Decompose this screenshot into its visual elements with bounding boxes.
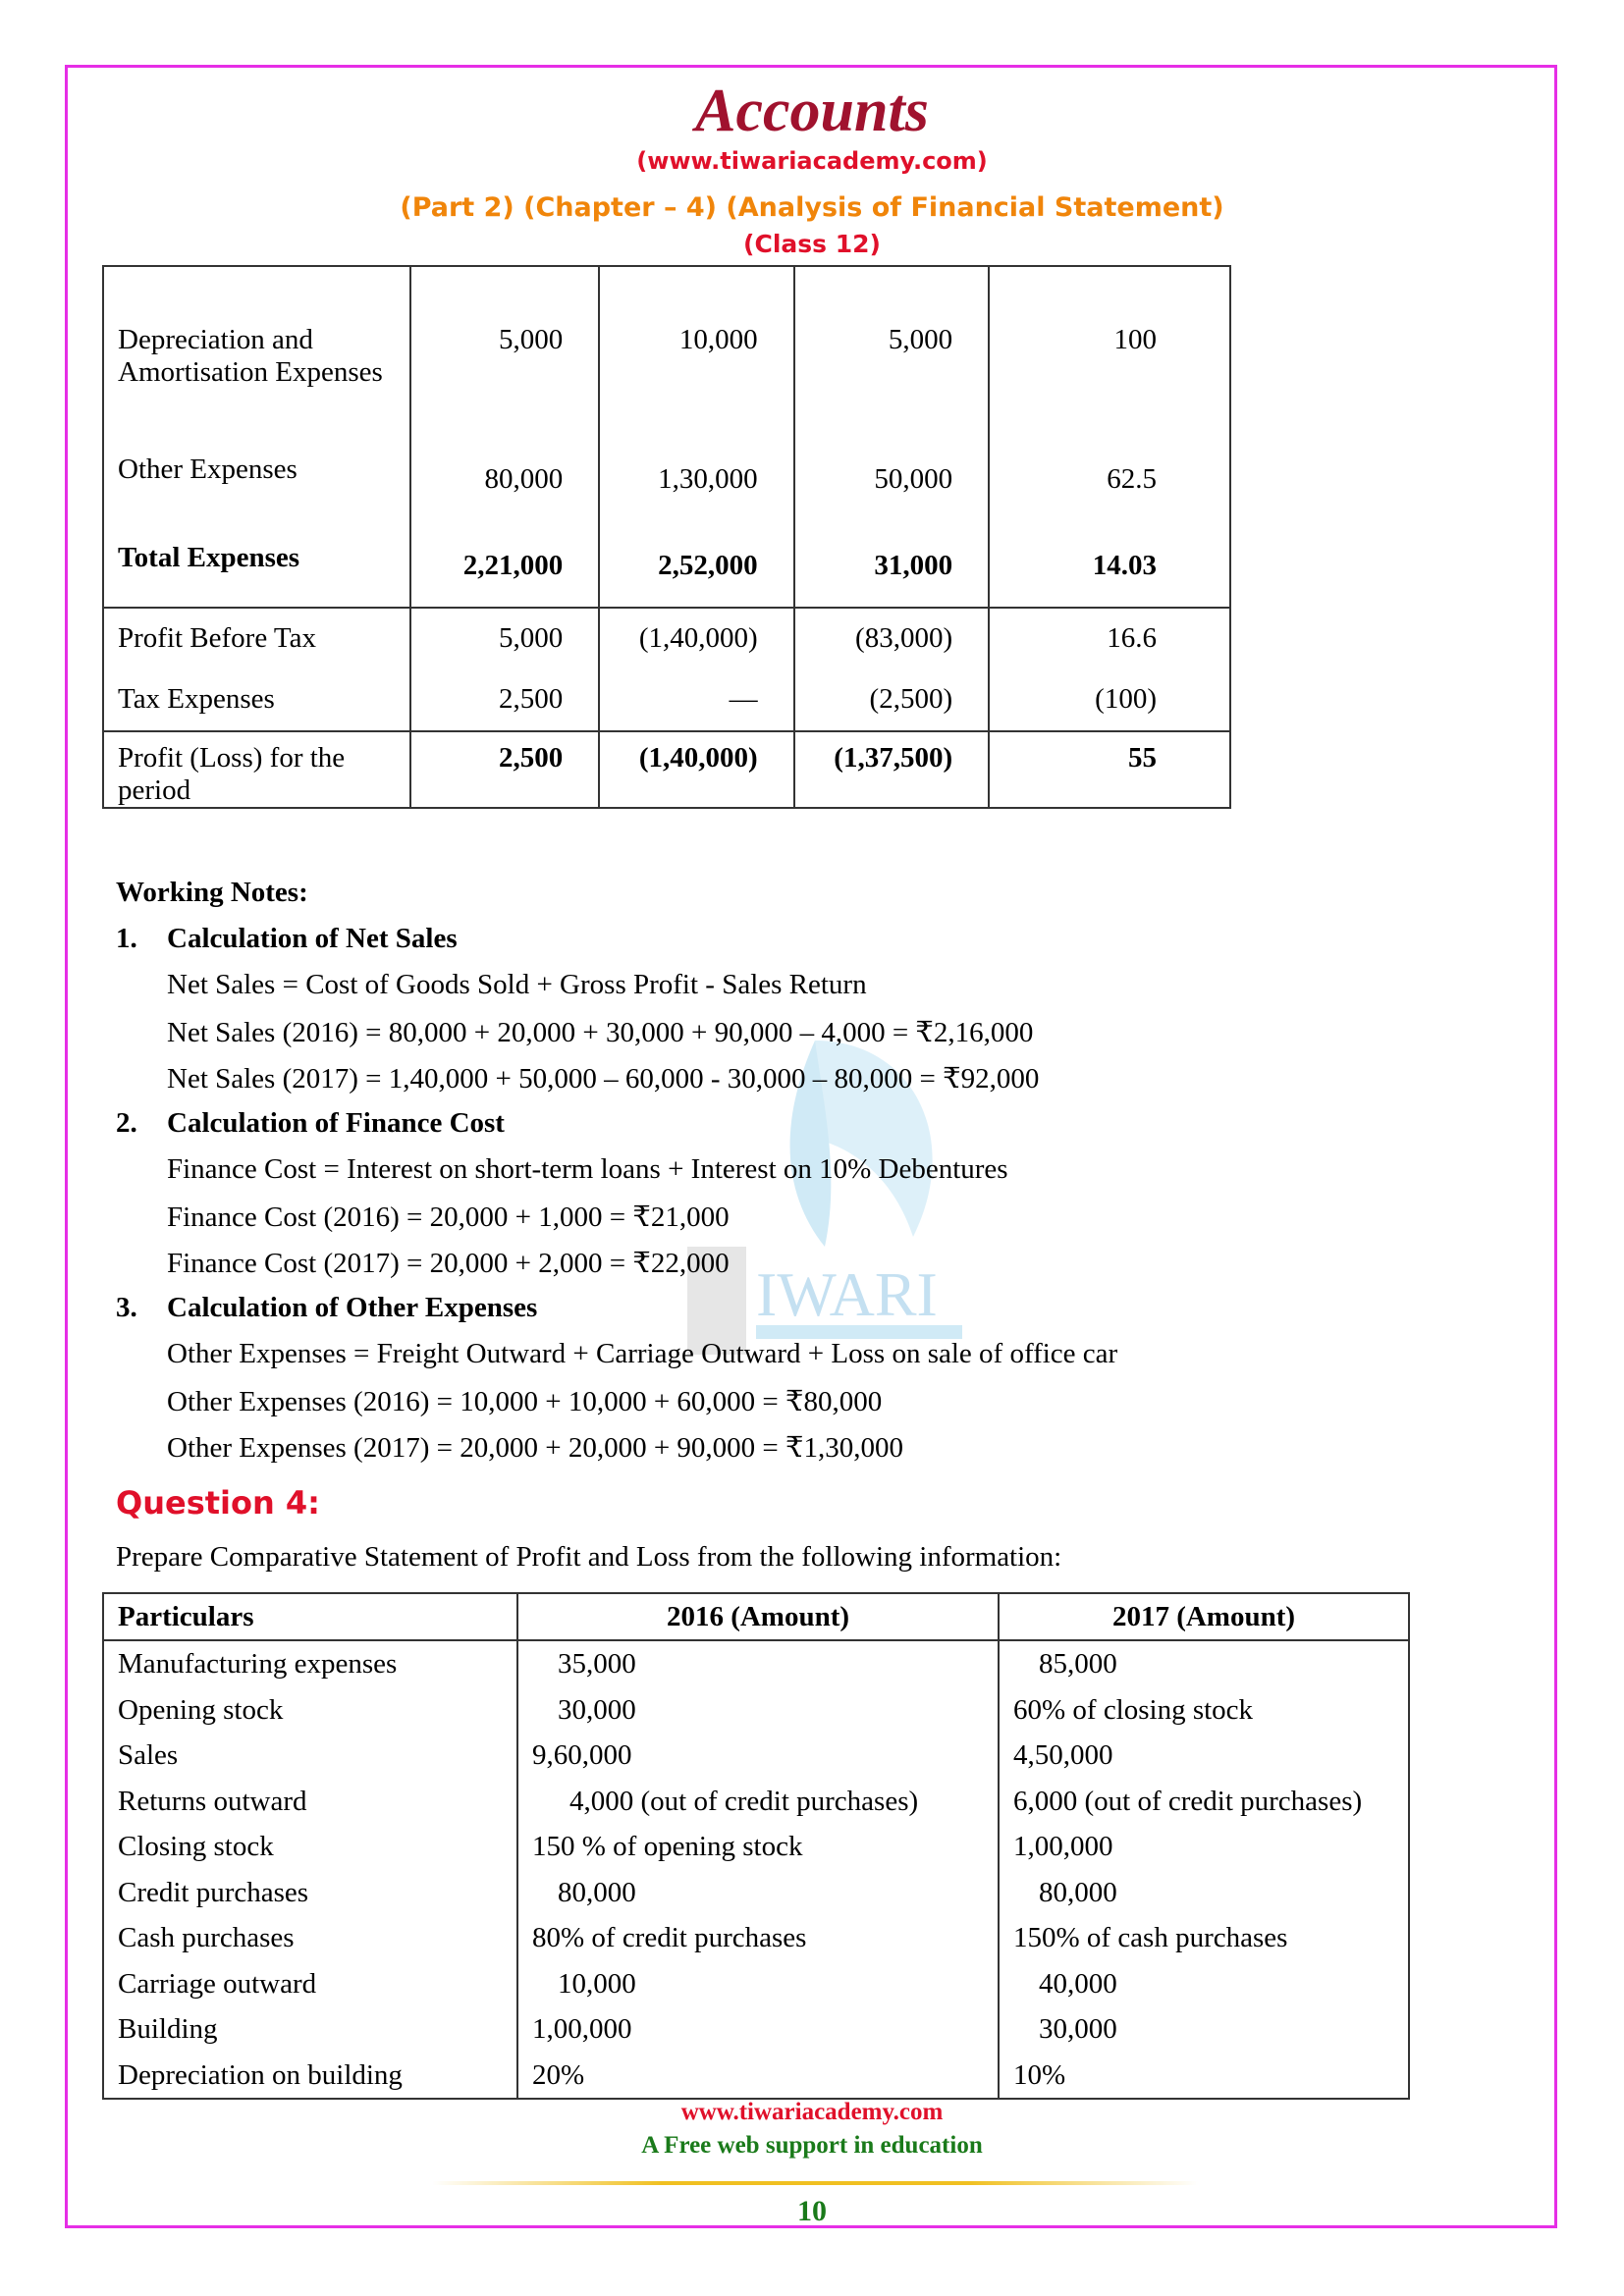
note-line: Net Sales (2016) = 80,000 + 20,000 + 30,000 + 90,000 – 4,000 = ₹2,16,000 [167, 1017, 1034, 1048]
table-row [103, 2053, 1409, 2100]
table-cell: (100) [989, 683, 1230, 731]
table-cell: 30,000 [517, 1687, 999, 1734]
note-number: 2. [116, 1107, 137, 1139]
row-label: Opening stock [103, 1687, 517, 1734]
note-line: Finance Cost (2016) = 20,000 + 1,000 = ₹21,000 [167, 1201, 730, 1233]
note-line: Net Sales = Cost of Goods Sold + Gross Profit - Sales Return [167, 969, 867, 1000]
table-cell: 60% of closing stock [999, 1687, 1409, 1734]
table-cell: 20% [517, 2053, 999, 2100]
table-row [103, 1915, 1409, 1961]
table-cell: 100 [989, 266, 1230, 454]
table-cell: 150 % of opening stock [517, 1824, 999, 1870]
row-label: Depreciation on building [103, 2053, 517, 2100]
note-title: Calculation of Net Sales [167, 923, 458, 954]
question-data-table [102, 1592, 1410, 2100]
table-row [103, 1687, 1409, 1734]
table-row [103, 1779, 1409, 1825]
table-cell: 5,000 [410, 266, 600, 454]
table-cell: 10% [999, 2053, 1409, 2100]
table-cell: 30,000 [999, 2006, 1409, 2053]
note-title: Calculation of Other Expenses [167, 1292, 538, 1323]
working-notes-heading: Working Notes: [116, 877, 308, 908]
table-cell: 10,000 [517, 1961, 999, 2007]
table-row [103, 1640, 1409, 1687]
row-label: Building [103, 2006, 517, 2053]
note-number: 1. [116, 923, 137, 954]
table-cell: (1,37,500) [794, 731, 989, 808]
row-label: Profit (Loss) for the period [103, 731, 410, 808]
note-line: Finance Cost = Interest on short-term loans + Interest on 10% Debentures [167, 1153, 1008, 1185]
table-cell: 5,000 [794, 266, 989, 454]
table-cell: 9,60,000 [517, 1733, 999, 1779]
watermark-text: IWARI [756, 1259, 938, 1329]
chapter-subtitle: (Part 2) (Chapter – 4) (Analysis of Financial Statement) [400, 192, 1224, 223]
table-row [103, 608, 1230, 683]
footer-site-link[interactable]: www.tiwariacademy.com [680, 2099, 944, 2125]
page-number: 10 [797, 2195, 827, 2227]
table-cell: (2,500) [794, 683, 989, 731]
question-text: Prepare Comparative Statement of Profit and Loss from the following information: [116, 1541, 1062, 1573]
table-cell: 4,000 (out of credit purchases) [517, 1779, 999, 1825]
table-cell: (1,40,000) [599, 608, 793, 683]
table-row [103, 454, 1230, 514]
column-header: 2016 (Amount) [517, 1593, 999, 1640]
row-label: Other Expenses [103, 454, 410, 514]
column-header: 2017 (Amount) [999, 1593, 1409, 1640]
table-row [103, 1870, 1409, 1916]
row-label: Closing stock [103, 1824, 517, 1870]
table-cell: 80% of credit purchases [517, 1915, 999, 1961]
table-row [103, 514, 1230, 608]
row-label: Total Expenses [103, 514, 410, 608]
note-line: Finance Cost (2017) = 20,000 + 2,000 = ₹22,000 [167, 1248, 730, 1279]
table-cell: 4,50,000 [999, 1733, 1409, 1779]
table-cell: 2,21,000 [410, 514, 600, 608]
header-site-link[interactable]: (www.tiwariacademy.com) [636, 147, 988, 175]
table-cell: 5,000 [410, 608, 600, 683]
row-label: Sales [103, 1733, 517, 1779]
table-cell: 80,000 [999, 1870, 1409, 1916]
row-label: Cash purchases [103, 1915, 517, 1961]
footer-divider [432, 2181, 1198, 2185]
row-label: Carriage outward [103, 1961, 517, 2007]
table-cell: 16.6 [989, 608, 1230, 683]
table-row [103, 2006, 1409, 2053]
note-line: Other Expenses (2016) = 10,000 + 10,000 + 60,000 = ₹80,000 [167, 1386, 883, 1417]
table-cell: 6,000 (out of credit purchases) [999, 1779, 1409, 1825]
row-label: Manufacturing expenses [103, 1640, 517, 1687]
table-cell: 1,00,000 [517, 2006, 999, 2053]
row-label: Returns outward [103, 1779, 517, 1825]
table-cell: 2,52,000 [599, 514, 793, 608]
table-cell: 14.03 [989, 514, 1230, 608]
table-header-row [103, 1593, 1409, 1640]
row-label: Tax Expenses [103, 683, 410, 731]
note-line: Other Expenses (2017) = 20,000 + 20,000 + 90,000 = ₹1,30,000 [167, 1432, 903, 1464]
table-cell: 80,000 [517, 1870, 999, 1916]
table-row [103, 266, 1230, 454]
table-row [103, 683, 1230, 731]
financial-summary-table [102, 265, 1231, 809]
note-line: Net Sales (2017) = 1,40,000 + 50,000 – 60,000 - 30,000 – 80,000 = ₹92,000 [167, 1063, 1040, 1095]
note-title: Calculation of Finance Cost [167, 1107, 505, 1139]
note-line: Other Expenses = Freight Outward + Carriage Outward + Loss on sale of office car [167, 1338, 1118, 1369]
table-cell: 62.5 [989, 454, 1230, 514]
table-cell: 1,00,000 [999, 1824, 1409, 1870]
table-cell: 50,000 [794, 454, 989, 514]
table-cell: 10,000 [599, 266, 793, 454]
table-cell: 1,30,000 [599, 454, 793, 514]
table-row [103, 1733, 1409, 1779]
row-label: Depreciation and Amortisation Expenses [103, 266, 410, 454]
footer-tagline: A Free web support in education [641, 2132, 983, 2159]
table-cell: 150% of cash purchases [999, 1915, 1409, 1961]
table-cell: 40,000 [999, 1961, 1409, 2007]
page-title: Accounts [695, 78, 929, 144]
question-heading: Question 4: [116, 1484, 320, 1522]
note-number: 3. [116, 1292, 137, 1323]
table-cell: 55 [989, 731, 1230, 808]
class-label: (Class 12) [743, 230, 881, 258]
table-cell: 80,000 [410, 454, 600, 514]
table-cell: 2,500 [410, 731, 600, 808]
table-cell: (83,000) [794, 608, 989, 683]
table-cell: (1,40,000) [599, 731, 793, 808]
table-cell: 2,500 [410, 683, 600, 731]
table-row [103, 731, 1230, 808]
row-label: Profit Before Tax [103, 608, 410, 683]
column-header: Particulars [103, 1593, 517, 1640]
table-cell: — [599, 683, 793, 731]
table-row [103, 1961, 1409, 2007]
table-cell: 35,000 [517, 1640, 999, 1687]
table-row [103, 1824, 1409, 1870]
table-cell: 31,000 [794, 514, 989, 608]
row-label: Credit purchases [103, 1870, 517, 1916]
table-cell: 85,000 [999, 1640, 1409, 1687]
